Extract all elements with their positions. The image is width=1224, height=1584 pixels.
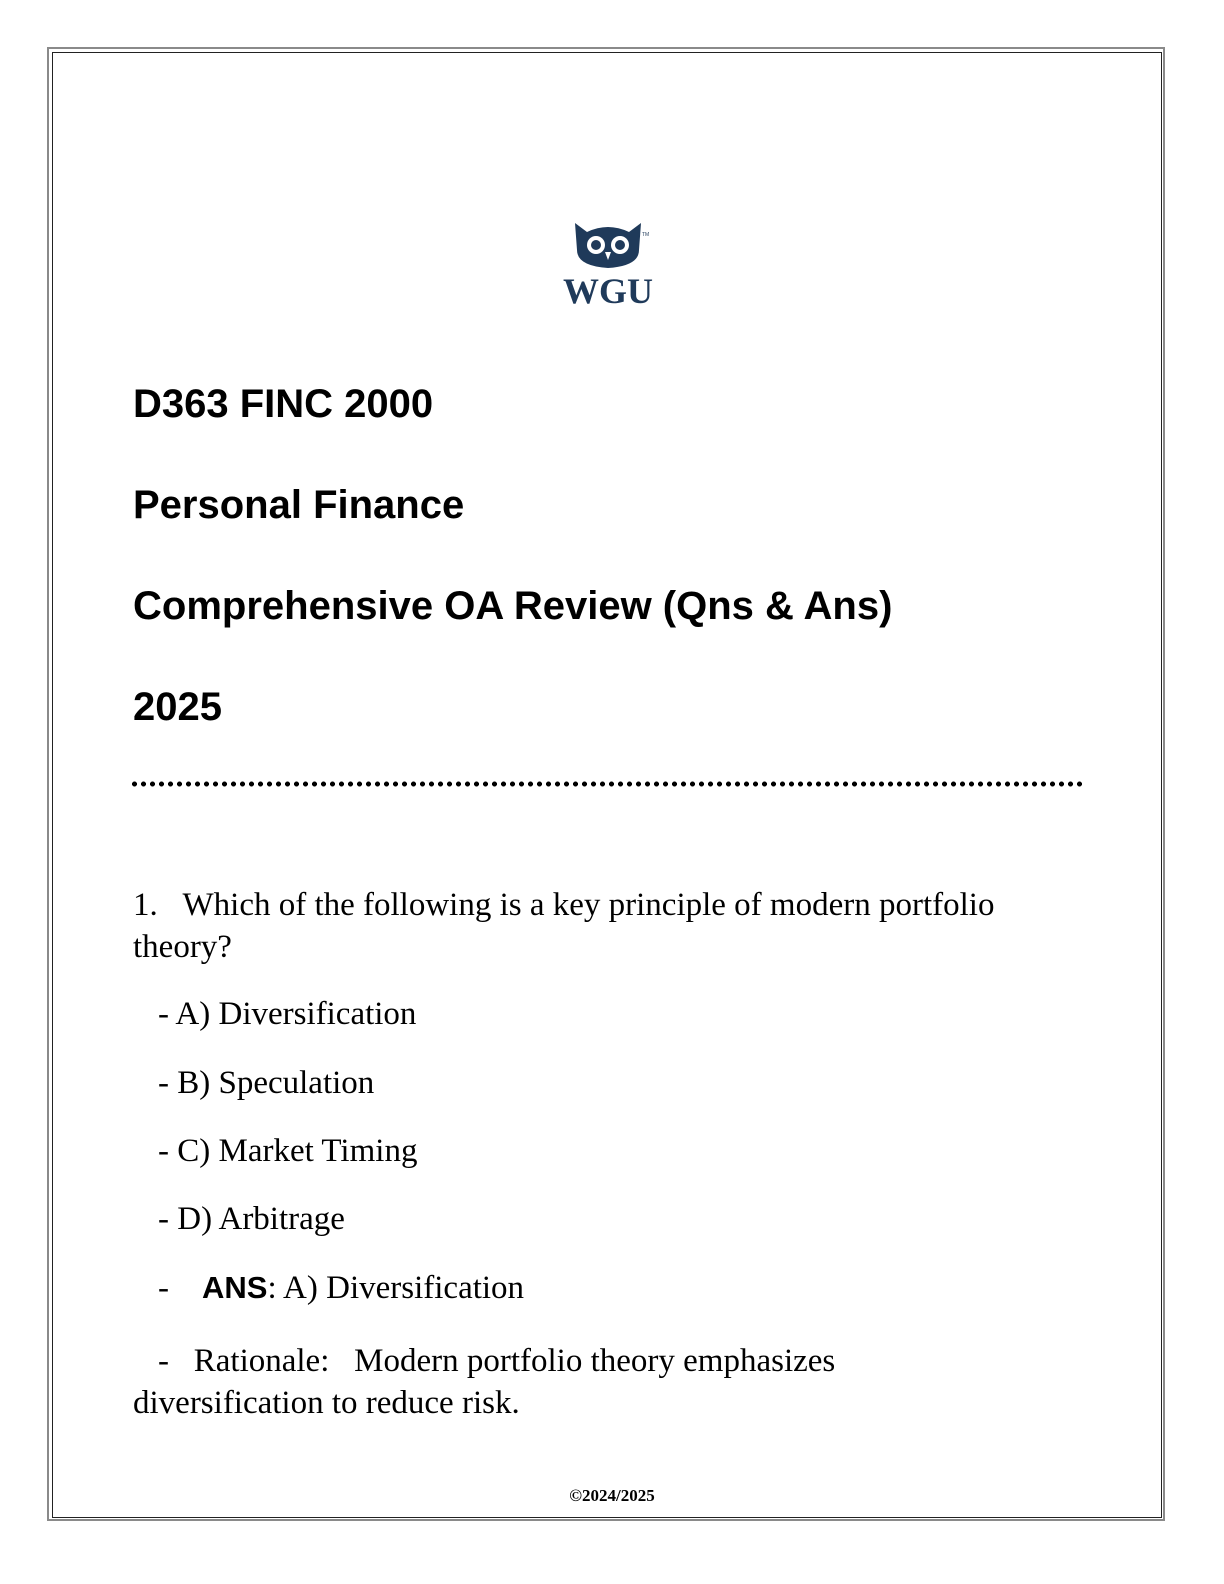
option-b: - B) Speculation xyxy=(158,1065,375,1101)
rationale-label: Rationale: xyxy=(193,1343,330,1379)
dotted-divider xyxy=(130,780,1085,788)
answer-text: : A) Diversification xyxy=(267,1270,525,1306)
copyright-footer: ©2024/2025 xyxy=(569,1486,655,1505)
rationale-prefix: - xyxy=(158,1343,169,1379)
question-number: 1. xyxy=(133,887,158,923)
wgu-logo xyxy=(553,220,663,310)
option-c: - C) Market Timing xyxy=(158,1133,418,1169)
course-code: D363 FINC 2000 xyxy=(133,382,434,426)
answer-prefix: - xyxy=(158,1270,169,1306)
answer-line xyxy=(158,1272,524,1305)
review-title: Comprehensive OA Review (Qns & Ans) xyxy=(133,584,893,628)
owl-icon xyxy=(553,220,663,310)
option-a: - A) Diversification xyxy=(158,996,417,1032)
year: 2025 xyxy=(133,685,222,729)
svg-text:TM: TM xyxy=(642,232,650,238)
logo-text: WGU xyxy=(563,271,653,310)
option-d: - D) Arbitrage xyxy=(158,1201,345,1237)
question-body: Which of the following is a key principle of modern portfolio theory? xyxy=(133,887,995,965)
rationale-line xyxy=(133,1340,1033,1424)
question-text xyxy=(133,884,1083,968)
answer-label: ANS xyxy=(202,1270,268,1305)
rationale-text: Modern portfolio theory emphasizes diversification to reduce risk. xyxy=(133,1343,836,1421)
course-name: Personal Finance xyxy=(133,483,465,527)
